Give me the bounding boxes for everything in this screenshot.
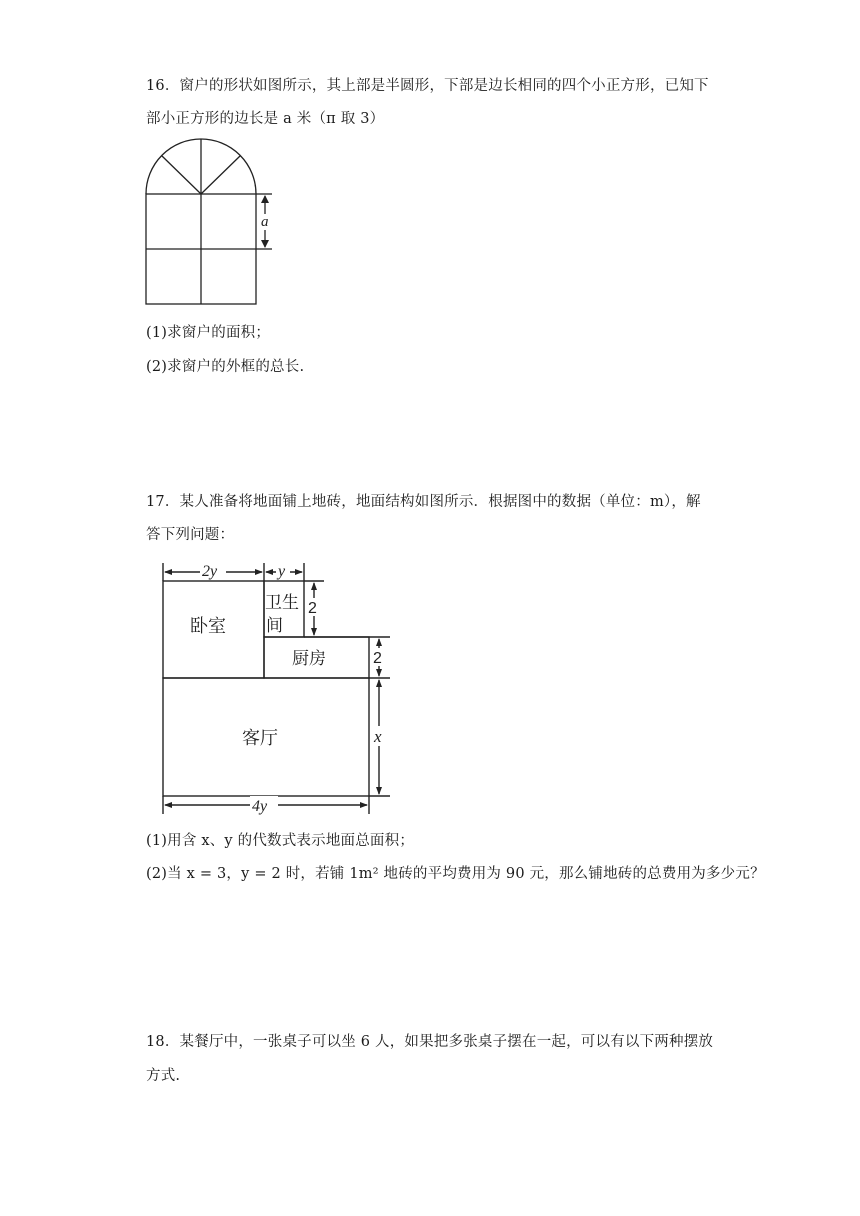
q16-sub2: (2)求窗户的外框的总长.: [146, 359, 305, 375]
room-bathroom-line1: 卫生: [265, 593, 299, 612]
room-bathroom-line2: 间: [266, 616, 283, 635]
dimension-label-a: a: [261, 214, 269, 230]
room-living-room: 客厅: [242, 728, 278, 748]
q17-sub2: (2)当 x = 3，y = 2 时，若铺 1m² 地砖的平均费用为 90 元，那么铺地砖的总费用为多少元？: [146, 866, 765, 882]
q16-stem-line2: 部小正方形的边长是 a 米（π 取 3）: [146, 111, 385, 127]
room-kitchen: 厨房: [292, 649, 326, 668]
dim-label-4y: 4y: [252, 798, 268, 815]
q17-stem-line1: 17．某人准备将地面铺上地砖，地面结构如图所示．根据图中的数据（单位：m），解: [146, 494, 701, 510]
q17-stem-line2: 答下列问题：: [146, 527, 235, 543]
q16-stem-line1: 16．窗户的形状如图所示，其上部是半圆形，下部是边长相同的四个小正方形，已知下: [146, 78, 709, 94]
dim-label-2y: 2y: [202, 563, 218, 580]
dim-label-x: x: [374, 727, 382, 746]
q17-sub1: (1)用含 x、y 的代数式表示地面总面积；: [146, 833, 415, 849]
q16-sub1: (1)求窗户的面积；: [146, 325, 271, 341]
dim-label-y: y: [278, 563, 286, 580]
dim-label-2-bathroom: 2: [308, 600, 317, 617]
room-bedroom: 卧室: [190, 616, 226, 636]
floor-plan-figure: [154, 556, 404, 818]
q18-stem-line1: 18．某餐厅中，一张桌子可以坐 6 人，如果把多张桌子摆在一起，可以有以下两种摆放: [146, 1034, 714, 1050]
window-figure: [140, 134, 290, 309]
dim-label-2-kitchen: 2: [373, 650, 382, 667]
q18-stem-line2: 方式.: [146, 1068, 181, 1084]
